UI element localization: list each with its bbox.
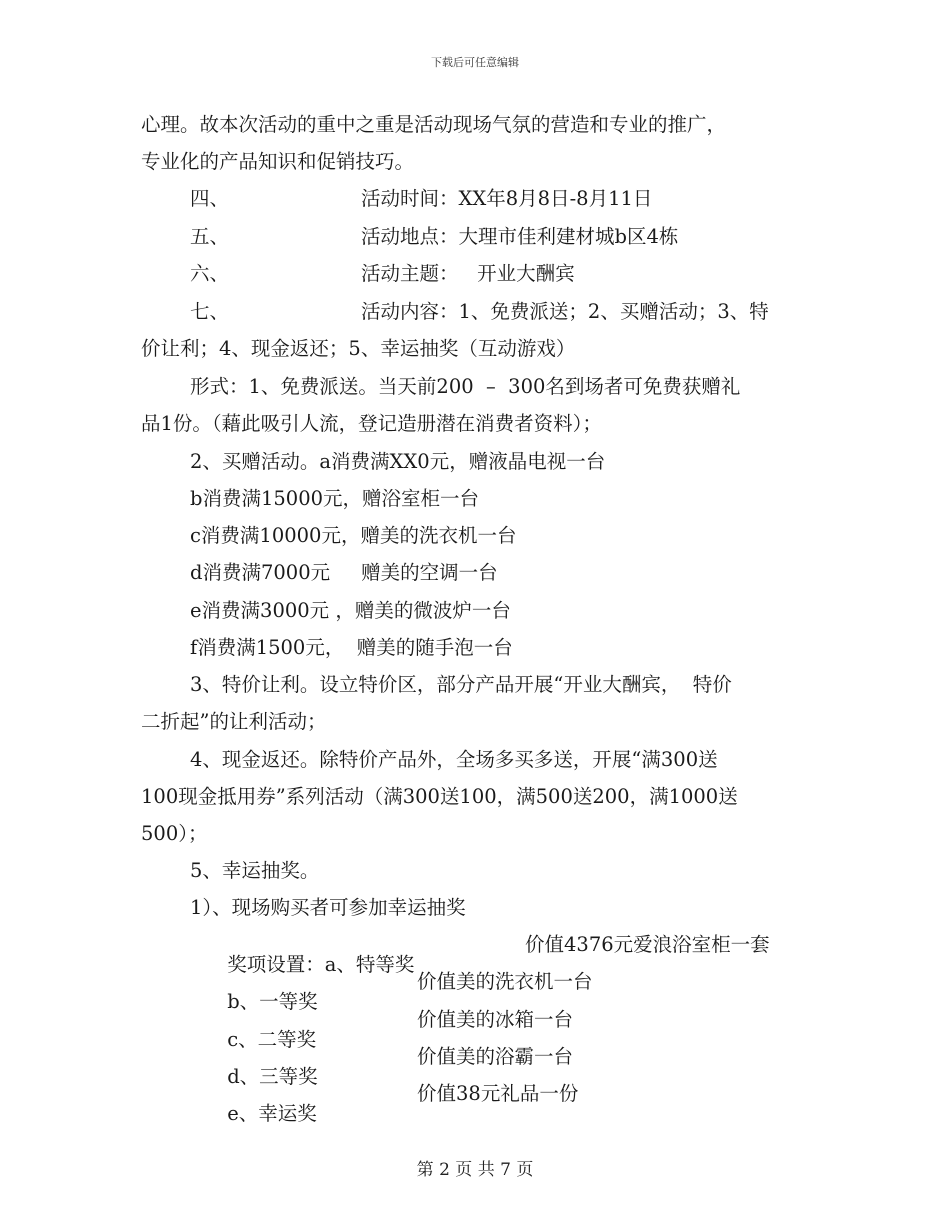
section-number: 七、 [190, 300, 230, 323]
section-number: 四、 [190, 187, 230, 210]
prize-value: 价值4376元爱浪浴室柜一套 [525, 933, 770, 956]
paragraph-line: 2、买赠活动。a消费满XX0元，赠液晶电视一台 [190, 450, 606, 473]
activity-location: 活动地点：大理市佳利建材城b区4栋 [361, 225, 679, 248]
paragraph-line: 品1份。（藉此吸引人流，登记造册潜在消费者资料）； [141, 412, 602, 435]
prize-value: 价值38元礼品一份 [417, 1082, 579, 1105]
activity-content: 活动内容：1、免费派送；2、买赠活动；3、特 [361, 300, 769, 323]
activity-theme: 活动主题： 开业大酬宾 [361, 262, 575, 285]
prize-value: 价值美的洗衣机一台 [417, 970, 593, 993]
prize-label: 奖项设置：a、特等奖 [227, 952, 415, 976]
activity-time: 活动时间：XX年8月8日-8月11日 [361, 187, 653, 210]
section-number: 五、 [190, 225, 230, 248]
paragraph-line: b消费满15000元，赠浴室柜一台 [190, 487, 480, 510]
paragraph-line: d消费满7000元 赠美的空调一台 [190, 561, 498, 584]
prize-label: b、一等奖 [227, 989, 318, 1013]
paragraph-line: 500）； [141, 822, 208, 845]
paragraph-line: 100现金抵用券”系列活动（满300送100，满500送200，满1000送 [141, 785, 738, 808]
paragraph-line: 价让利；4、现金返还；5、幸运抽奖（互动游戏） [141, 337, 576, 360]
page-header: 下载后可任意编辑 [431, 56, 519, 69]
paragraph-line: 1）、现场购买者可参加幸运抽奖 [190, 896, 466, 919]
paragraph-line: c消费满10000元，赠美的洗衣机一台 [190, 524, 517, 547]
prize-label: d、三等奖 [227, 1064, 318, 1088]
prize-label: e、幸运奖 [227, 1101, 317, 1125]
paragraph-line: e消费满3000元 ，赠美的微波炉一台 [190, 599, 511, 622]
page-footer: 第 2 页 共 7 页 [416, 1160, 534, 1180]
paragraph-line: 专业化的产品知识和促销技巧。 [141, 150, 415, 173]
prize-value: 价值美的冰箱一台 [417, 1008, 574, 1031]
paragraph-line: 形式：1、免费派送。当天前200 – 300名到场者可免费获赠礼 [190, 375, 741, 398]
paragraph-line: f消费满1500元， 赠美的随手泡一台 [190, 636, 513, 659]
paragraph-line: 二折起”的让利活动； [141, 710, 327, 733]
paragraph-line: 5、幸运抽奖。 [190, 859, 320, 882]
paragraph-line: 心理。故本次活动的重中之重是活动现场气氛的营造和专业的推广， [141, 113, 727, 136]
section-number: 六、 [190, 262, 230, 285]
prize-label: c、二等奖 [227, 1027, 317, 1051]
paragraph-line: 4、现金返还。除特价产品外，全场多买多送，开展“满300送 [190, 748, 718, 771]
prize-value: 价值美的浴霸一台 [417, 1045, 574, 1068]
paragraph-line: 3、特价让利。设立特价区，部分产品开展“开业大酬宾， 特价 [190, 673, 732, 696]
prize-row [190, 1082, 579, 1162]
